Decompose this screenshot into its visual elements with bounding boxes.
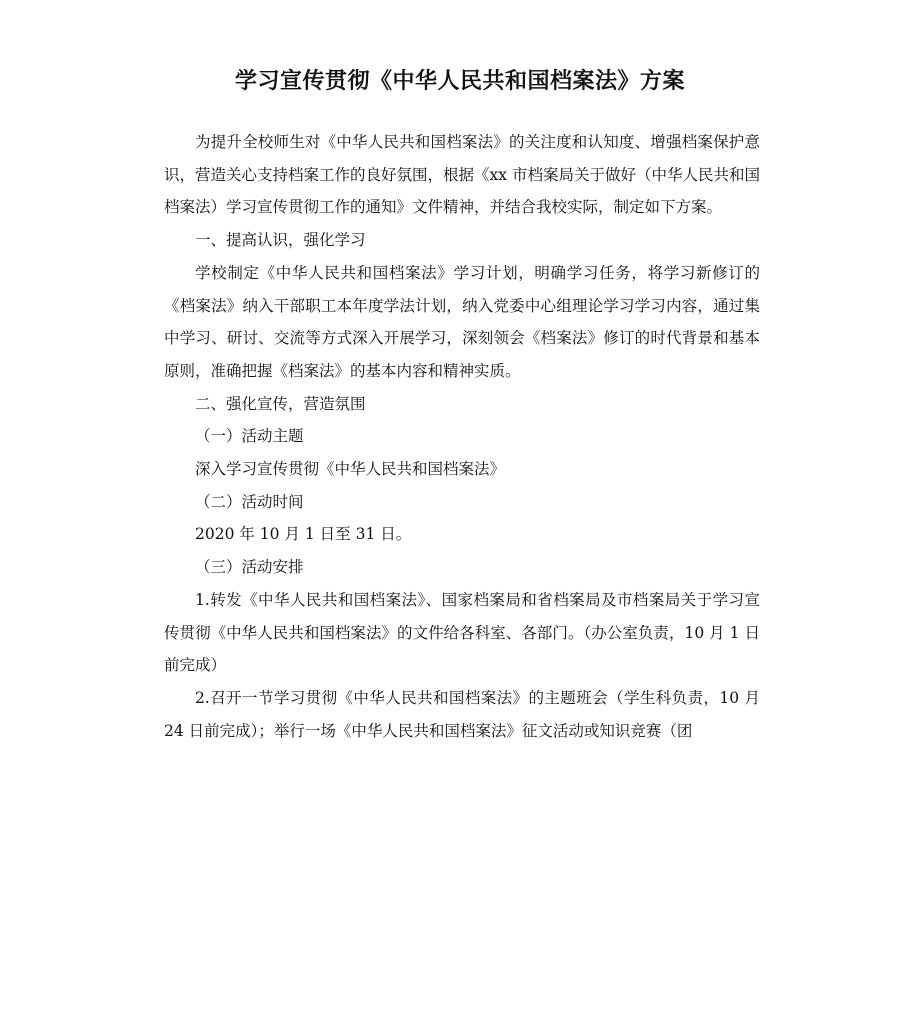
subheading-theme: （一）活动主题 — [195, 427, 304, 446]
subheading-arrangement: （三）活动安排 — [195, 558, 304, 577]
paragraph-theme: 深入学习宣传贯彻《中华人民共和国档案法》 — [195, 460, 506, 479]
subheading-time: （二）活动时间 — [195, 492, 304, 511]
paragraph-time: 2020 年 10 月 1 日至 31 日。 — [195, 525, 412, 544]
paragraph-study-plan: 学校制定《中华人民共和国档案法》学习计划，明确学习任务，将学习新修订的《档案法》纳入干部职工本年度学法计划，纳入党委中心组理论学习学习内容，通过集中学习、研讨、交流等方式深入开展学习，深刻领会《档案法》修订的时代背景和基本原则，准确把握《档案法》的基本内容和精神实质。 — [164, 263, 760, 380]
document-body — [164, 126, 760, 747]
list-item-1: 1.转发《中华人民共和国档案法》、国家档案局和省档案局及市档案局关于学习宣传贯彻《中华人民共和国档案法》的文件给各科室、各部门。（办公室负责，10 月 1 日前完成） — [164, 590, 760, 675]
list-item-2: 2.召开一节学习贯彻《中华人民共和国档案法》的主题班会（学生科负责，10 月 24 日前完成）；举行一场《中华人民共和国档案法》征文活动或知识竞赛（团 — [164, 688, 760, 740]
document-title: 学习宣传贯彻《中华人民共和国档案法》方案 — [234, 69, 685, 94]
section-heading-1: 一、提高认识，强化学习 — [195, 231, 366, 250]
paragraph-intro: 为提升全校师生对《中华人民共和国档案法》的关注度和认知度、增强档案保护意识，营造关心支持档案工作的良好氛围，根据《xx 市档案局关于做好（中华人民共和国档案法）学习宣传贯彻工作的通知》文件精神，并结合我校实际，制定如下方案。 — [164, 133, 760, 217]
section-heading-2: 二、强化宣传，营造氛围 — [195, 394, 366, 413]
